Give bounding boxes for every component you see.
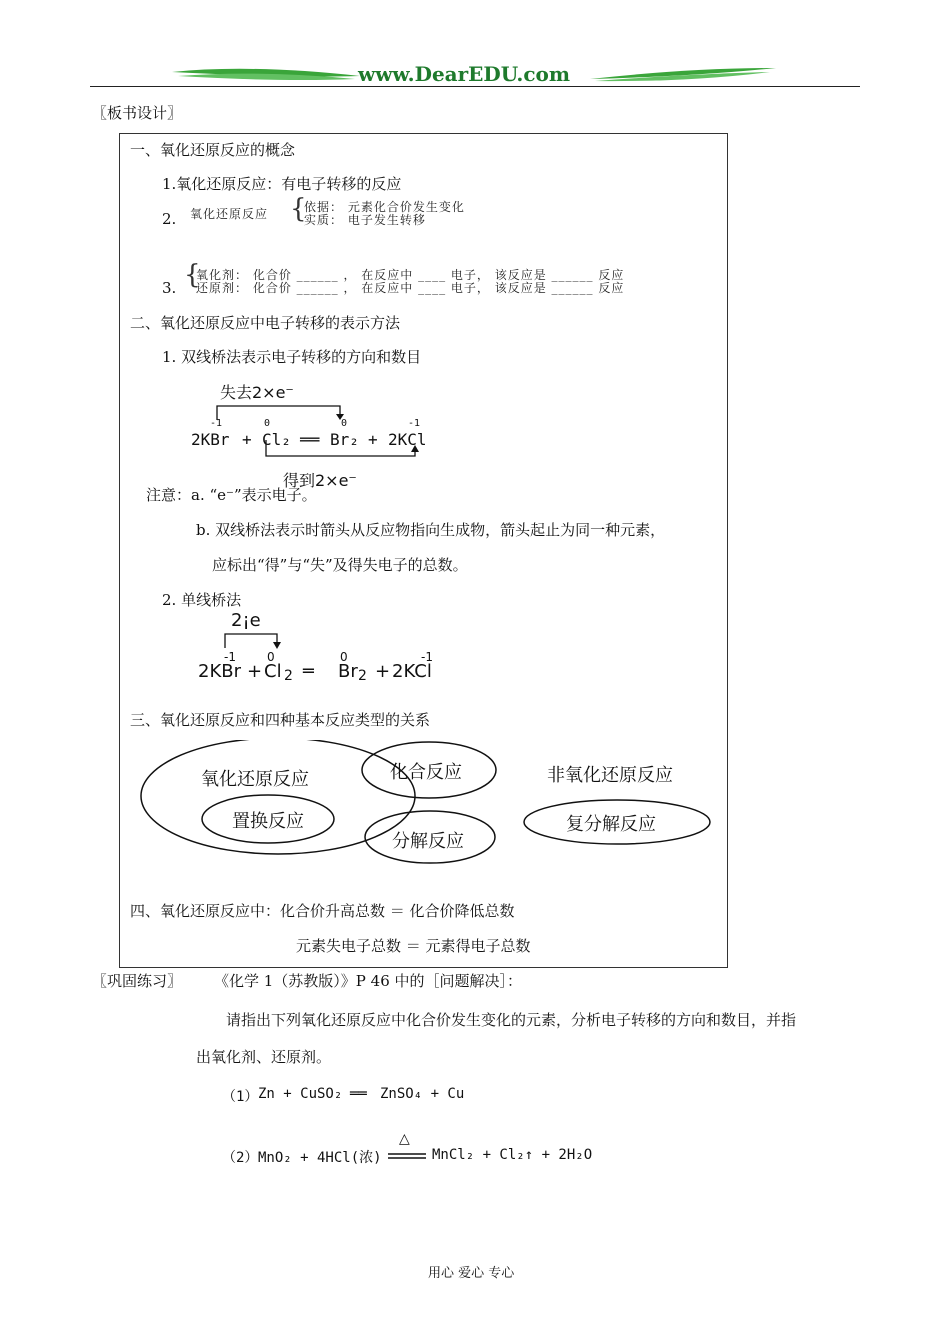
ox-state-cl-left: 0 (264, 418, 271, 429)
eq2-rhs: MnCl₂ + Cl₂↑ + 2H₂O (432, 1147, 593, 1163)
section4-line1: 四、氧化还原反应中：化合价升高总数 ＝ 化合价降低总数 (130, 902, 515, 920)
footer-text: 用心 爱心 专心 (428, 1266, 515, 1281)
board-heading: 〖板书设计〗 (92, 104, 183, 122)
practice-instruction-line2: 出氧化剂、还原剂。 (196, 1048, 332, 1066)
arrow-down-icon (273, 642, 281, 649)
single-eq-kcl: 2KCl (392, 661, 432, 682)
practice-source: 《化学 1（苏教版）》P 46 中的［问题解决］： (214, 972, 523, 990)
section1-item3-num: 3. (162, 279, 177, 297)
section1-item3-oxidant: 氧化剂： 化合价 ______ ， 在反应中 ____ 电子， 该反应是 ______ 反应 (196, 268, 625, 282)
non-redox-label: 非氧化还原反应 (547, 765, 673, 786)
single-bridge-label: 2¡e (231, 610, 261, 631)
lose-arrow-line (217, 406, 340, 420)
eq-cl2: Cl₂ (262, 430, 291, 449)
single-bridge-arrow (215, 630, 295, 652)
section1-item2-num: 2. (162, 210, 177, 228)
ox-state-cl-right: -1 (408, 418, 421, 429)
note-b-line2: 应标出“得”与“失”及得失电子的总数。 (212, 556, 468, 574)
ox-state-br-left: -1 (224, 650, 236, 664)
single-eq-equals: ═ (303, 661, 314, 682)
practice-heading: 〖巩固练习〗 (92, 972, 183, 990)
ox-state-br-right: 0 (341, 418, 348, 429)
section1-title: 一、氧化还原反应的概念 (130, 141, 296, 159)
single-eq-sub: 2 (284, 668, 293, 684)
eq2-heat-condition: △ (399, 1131, 410, 1147)
eq2-lhs: MnO₂ + 4HCl(浓) (258, 1150, 382, 1166)
eq-plus: + (242, 430, 252, 449)
section4-line2: 元素失电子总数 ＝ 元素得电子总数 (296, 937, 531, 955)
ox-state-br-right: 0 (340, 650, 348, 664)
section1-item3-reductant: 还原剂： 化合价 ______ ， 在反应中 ____ 电子， 该反应是 ______ 反应 (196, 281, 625, 295)
eq2-double-line (388, 1152, 428, 1160)
eq2-num: （2） (222, 1150, 259, 1166)
header (0, 0, 950, 92)
decomposition-label: 分解反应 (392, 831, 464, 852)
note-a: 注意：a. “e⁻”表示电子。 (146, 486, 317, 504)
single-eq-br: Br (338, 661, 358, 682)
section1-item2-basis: 依据： 元素化合价发生变化 (304, 200, 465, 214)
eq1-rhs: ZnSO₄ + Cu (380, 1086, 465, 1102)
displacement-label: 置换反应 (232, 811, 304, 832)
single-eq-cl: Cl (264, 661, 282, 682)
single-eq-plus: + (247, 661, 263, 682)
single-eq-kbr: 2KBr (198, 661, 242, 682)
section1-item1: 1.氧化还原反应：有电子转移的反应 (162, 175, 402, 193)
double-displacement-label: 复分解反应 (566, 814, 656, 835)
combination-label: 化合反应 (390, 762, 462, 783)
eq1-equals: ══ (350, 1086, 367, 1102)
brace-icon: { (184, 260, 201, 290)
header-rule (90, 86, 860, 87)
eq-kcl: 2KCl (388, 430, 427, 449)
note-b-line1: b. 双线桥法表示时箭头从反应物指向生成物，箭头起止为同一种元素， (196, 521, 666, 539)
section2-item2: 2. 单线桥法 (162, 591, 242, 609)
section2-title: 二、氧化还原反应中电子转移的表示方法 (130, 314, 401, 332)
redox-label: 氧化还原反应 (201, 769, 309, 790)
section3-title: 三、氧化还原反应和四种基本反应类型的关系 (130, 711, 431, 729)
header-logo-text: www.DearEDU.com (358, 62, 571, 86)
section1-item2-term: 氧化还原反应 (190, 207, 269, 221)
practice-instruction-line1: 请指出下列氧化还原反应中化合价发生变化的元素，分析电子转移的方向和数目，并指 (226, 1011, 797, 1029)
eq1-lhs: Zn + CuSO₂ (258, 1086, 343, 1102)
eq-kbr: 2KBr (191, 430, 230, 449)
eq-equals: ══ (300, 430, 320, 449)
eq1-num: （1） (222, 1089, 259, 1105)
ox-state-br-left: -1 (210, 418, 223, 429)
section1-item2-essence: 实质： 电子发生转移 (304, 213, 426, 227)
single-eq-sub: 2 (358, 668, 367, 684)
section2-item1: 1. 双线桥法表示电子转移的方向和数目 (162, 348, 422, 366)
eq-br2: Br₂ (330, 430, 359, 449)
redox-ellipse (141, 740, 415, 854)
brace-icon: { (290, 194, 307, 224)
eq-plus: + (368, 430, 378, 449)
gain-electron-label: 得到2×e⁻ (283, 471, 357, 490)
ox-state-cl-right: -1 (421, 650, 433, 664)
lose-electron-label: 失去2×e⁻ (220, 383, 294, 402)
single-eq-plus: + (375, 661, 391, 682)
ox-state-cl-left: 0 (267, 650, 275, 664)
